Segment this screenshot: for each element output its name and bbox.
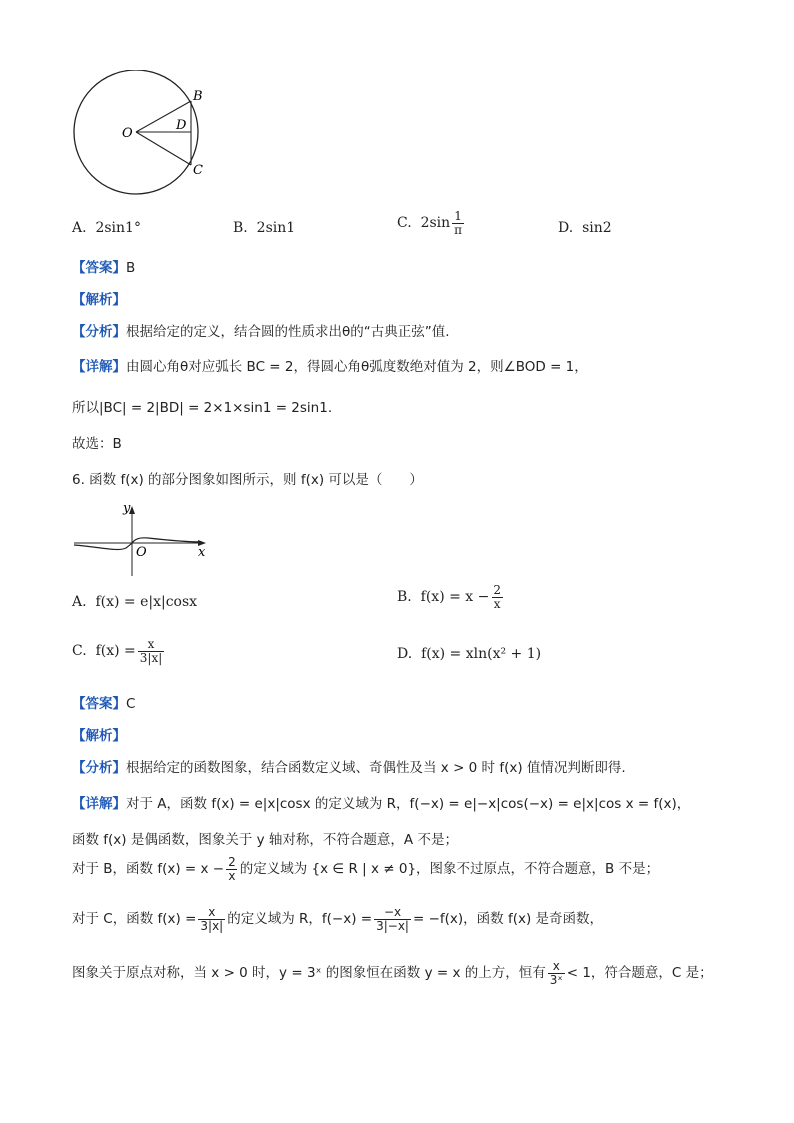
label-D: D: [176, 118, 187, 133]
q6-option-a: A. f(x) = e|x|cosx: [72, 594, 198, 610]
circle-figure: [60, 70, 220, 210]
q5-line2: 所以|BC| = 2|BD| = 2×1×sin1 = 2sin1.: [72, 400, 333, 416]
q5-detail: 【详解】由圆心角θ对应弧长 BC = 2，得圆心角θ弧度数绝对值为 2，则∠BOD = 1，: [72, 359, 588, 375]
q6-line-b: 对于 B，函数 f(x) = x − $\frac{2}{x}$ 的定义域为 {x ∈ R | x ≠ 0}，图象不过原点，不符合题意，B 不是；: [72, 855, 660, 883]
label-C: C: [193, 163, 203, 178]
label-O: O: [122, 126, 133, 141]
q6-fenxi: 【分析】根据给定的函数图象，结合函数定义域、奇偶性及当 x > 0 时 f(x) 值情况判断即得.: [72, 760, 626, 776]
q6-line-c2: 图象关于原点对称，当 x > 0 时，y = 3ˣ 的图象恒在函数 y = x 的上方，恒有 $\frac{x}{\text{3ˣ}}$ < 1，符合题意，C 是；: [72, 959, 713, 987]
q6-analysis-tag: 【解析】: [72, 728, 126, 744]
q5-choose: 故选：B: [72, 436, 122, 452]
q5-option-d: D. sin2: [558, 220, 612, 236]
graph-label-y: y: [123, 501, 131, 516]
q6-line-a2: 函数 f(x) 是偶函数，图象关于 y 轴对称，不符合题意，A 不是；: [72, 832, 458, 848]
q6-option-d: D. f(x) = xln(x² + 1): [397, 646, 542, 662]
graph-label-x: x: [198, 545, 206, 560]
q6-answer: 【答案】C: [72, 696, 136, 712]
function-graph: [70, 500, 220, 580]
q6-option-b: B. f(x) = x − $\frac{2}{x}$: [397, 583, 502, 611]
q5-answer: 【答案】B: [72, 260, 136, 276]
q5-option-c: C. 2sin $\frac{1}{\pi}$: [397, 209, 463, 237]
q5-option-a: A. 2sin1°: [72, 220, 141, 236]
q5-fenxi: 【分析】根据给定的定义，结合圆的性质求出θ的“古典正弦”值.: [72, 324, 450, 340]
q6-line-c: 对于 C，函数 f(x) = $\frac{x}{3|x|}$ 的定义域为 R，f(−x) = $\frac{-x}{3|-x|}$ = −f(x)，函数 f(x) 是奇函数，: [72, 905, 604, 933]
label-B: B: [193, 89, 203, 104]
q5-option-b: B. 2sin1: [233, 220, 296, 236]
q6-detail: 【详解】对于 A，函数 f(x) = e|x|cosx 的定义域为 R，f(−x) = e|−x|cos(−x) = e|x|cos x = f(x)，: [72, 796, 691, 812]
q6-option-c: C. f(x) = $\frac{x}{3|x|}$: [72, 637, 163, 665]
q6-stem: 6. 函数 f(x) 的部分图象如图所示，则 f(x) 可以是（ ）: [72, 472, 423, 488]
graph-label-O: O: [136, 545, 147, 560]
q5-analysis-tag: 【解析】: [72, 292, 126, 308]
